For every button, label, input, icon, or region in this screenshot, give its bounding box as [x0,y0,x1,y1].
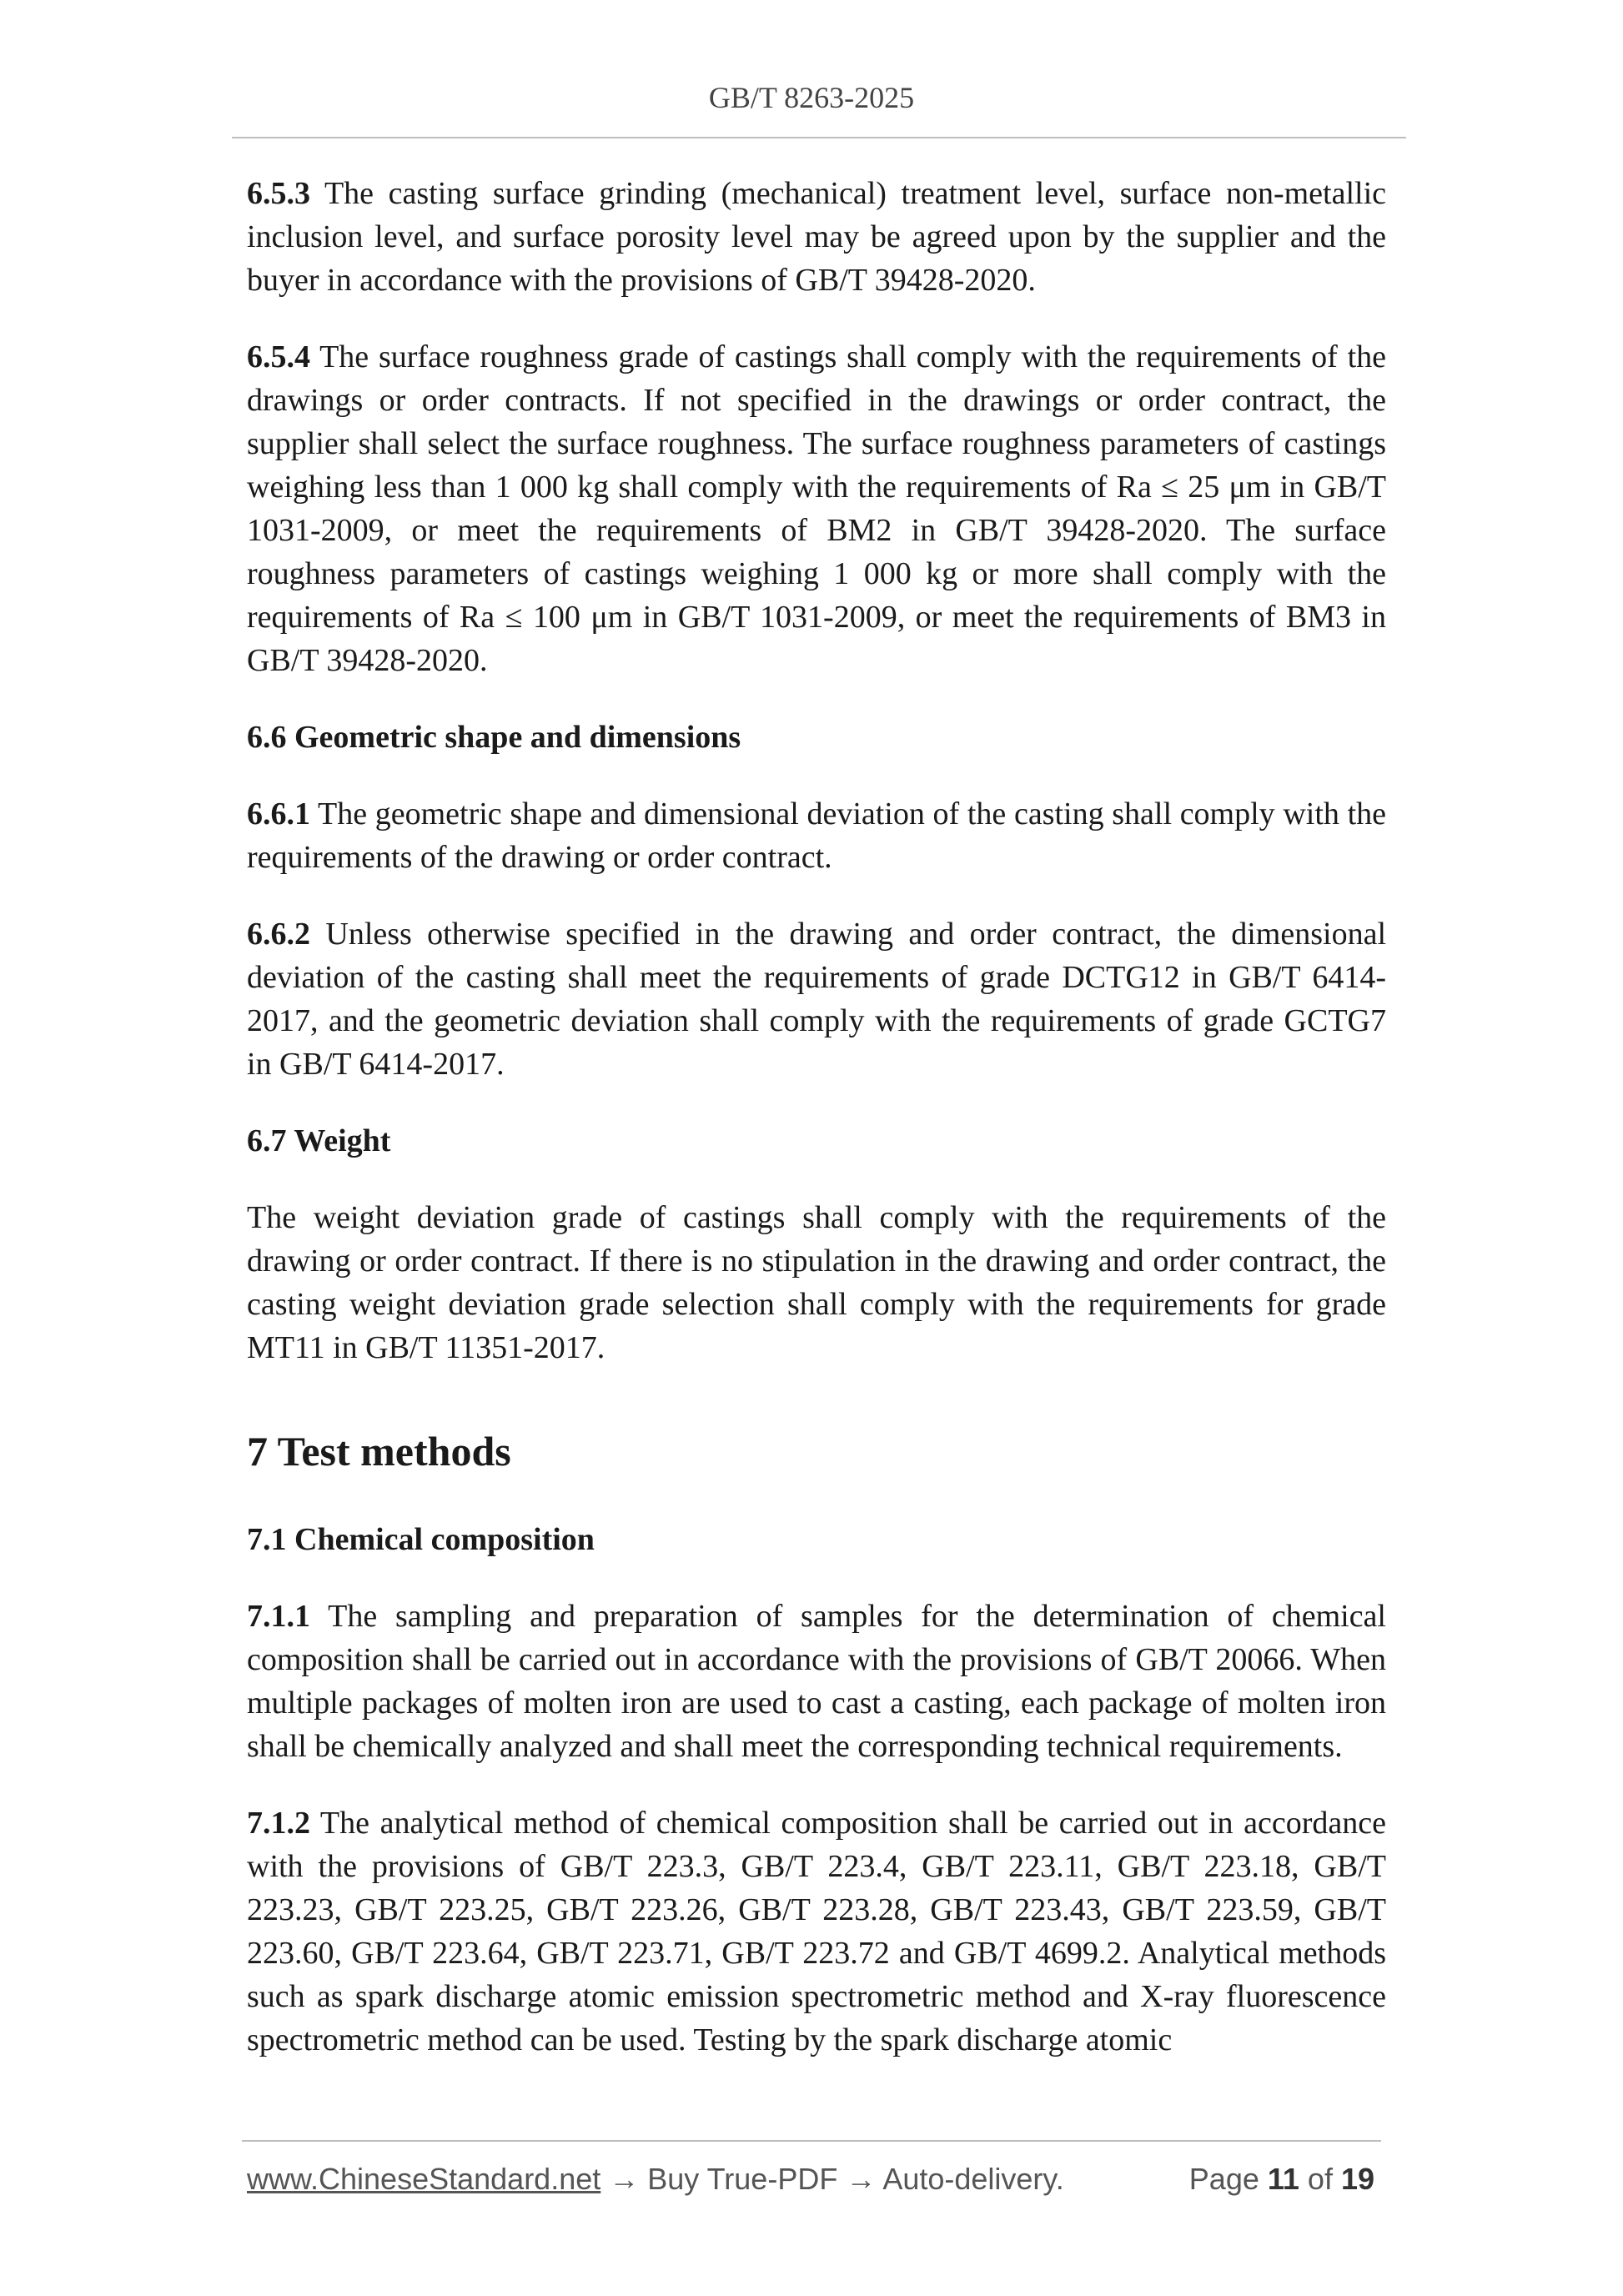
clause-number: 6.6.1 [247,796,310,831]
clause-number: 6.5.4 [247,339,310,374]
page-content [247,172,1386,2095]
clause-text: Unless otherwise specified in the drawing and order contract, the dimensional deviation of the casting shall meet the requirements of grade DCTG12 in GB/T 6414-2017, and the geometric deviation shall comply with the requirements of grade GCTG7 in GB/T 6414-2017. [247,917,1386,1082]
footer-tagline: → Buy True-PDF → Auto-delivery. [600,2162,1064,2196]
clause-text: The geometric shape and dimensional deviation of the casting shall comply with the requirements of the drawing or order contract. [247,796,1386,875]
paragraph-6-7: The weight deviation grade of castings shall comply with the requirements of the drawing or order contract. If there is no stipulation in the drawing and order contract, the casting weight deviation grade selection shall comply with the requirements for grade MT11 in GB/T 11351-2017. [247,1200,1386,1365]
clause-7-1-2 [247,1801,1386,2062]
section-heading-6-6: 6.6 Geometric shape and dimensions [247,720,741,755]
clause-6-6-2 [247,912,1386,1086]
clause-7-1-1 [247,1595,1386,1768]
clause-6-6-1 [247,792,1386,879]
page-of-label: of [1299,2162,1341,2196]
footer-promo [247,2162,1064,2197]
page-header-doc-id: GB/T 8263-2025 [708,81,915,114]
clause-number: 7.1.1 [247,1599,310,1634]
page-label: Page [1188,2162,1268,2196]
header-divider [232,137,1406,138]
clause-text: The surface roughness grade of castings shall comply with the requirements of the drawings or order contracts. If not specified in the drawings or order contract, the supplier shall select the surface roughness. The surface roughness parameters of castings weighing less than 1 000 kg shall comply with the requirements of Ra ≤ 25 μm in GB/T 1031-2009, or meet the requirements of BM2 in GB/T 39428-2020. The surface roughness parameters of castings weighing 1 000 kg or more shall comply with the requirements of Ra ≤ 100 μm in GB/T 1031-2009, or meet the requirements of BM3 in GB/T 39428-2020. [247,339,1386,678]
chapter-heading-7: 7 Test methods [247,1428,511,1475]
clause-text: The sampling and preparation of samples for the determination of chemical composition shall be carried out in accordance with the provisions of GB/T 20066. When multiple packages of molten iron are used to cast a casting, each package of molten iron shall be chemically analyzed and shall meet the corresponding technical requirements. [247,1599,1386,1764]
clause-number: 6.5.3 [247,176,310,211]
clause-number: 7.1.2 [247,1806,310,1841]
clause-6-5-3 [247,172,1386,302]
page-current: 11 [1267,2162,1299,2196]
section-heading-6-7: 6.7 Weight [247,1123,391,1158]
clause-text: The analytical method of chemical composition shall be carried out in accordance with the provisions of GB/T 223.3, GB/T 223.4, GB/T 223.11, GB/T 223.18, GB/T 223.23, GB/T 223.25, GB/T 223.26, GB/T 223.28, GB/T 223.43, GB/T 223.59, GB/T 223.60, GB/T 223.64, GB/T 223.71, GB/T 223.72 and GB/T 4699.2. Analytical methods such as spark discharge atomic emission spectrometric method and X-ray fluorescence spectrometric method can be used. Testing by the spark discharge atomic [247,1806,1386,2057]
website-link[interactable]: www.ChineseStandard.net [247,2162,601,2196]
page-total: 19 [1340,2162,1374,2196]
clause-6-5-4 [247,335,1386,682]
clause-text: The casting surface grinding (mechanical) treatment level, surface non-metallic inclusion level, and surface porosity level may be agreed upon by the supplier and the buyer in accordance with the provisions of GB/T 39428-2020. [247,176,1386,298]
page-number [1189,2162,1374,2197]
clause-number: 6.6.2 [247,917,310,952]
footer-divider [242,2140,1381,2142]
section-heading-7-1: 7.1 Chemical composition [247,1522,595,1557]
